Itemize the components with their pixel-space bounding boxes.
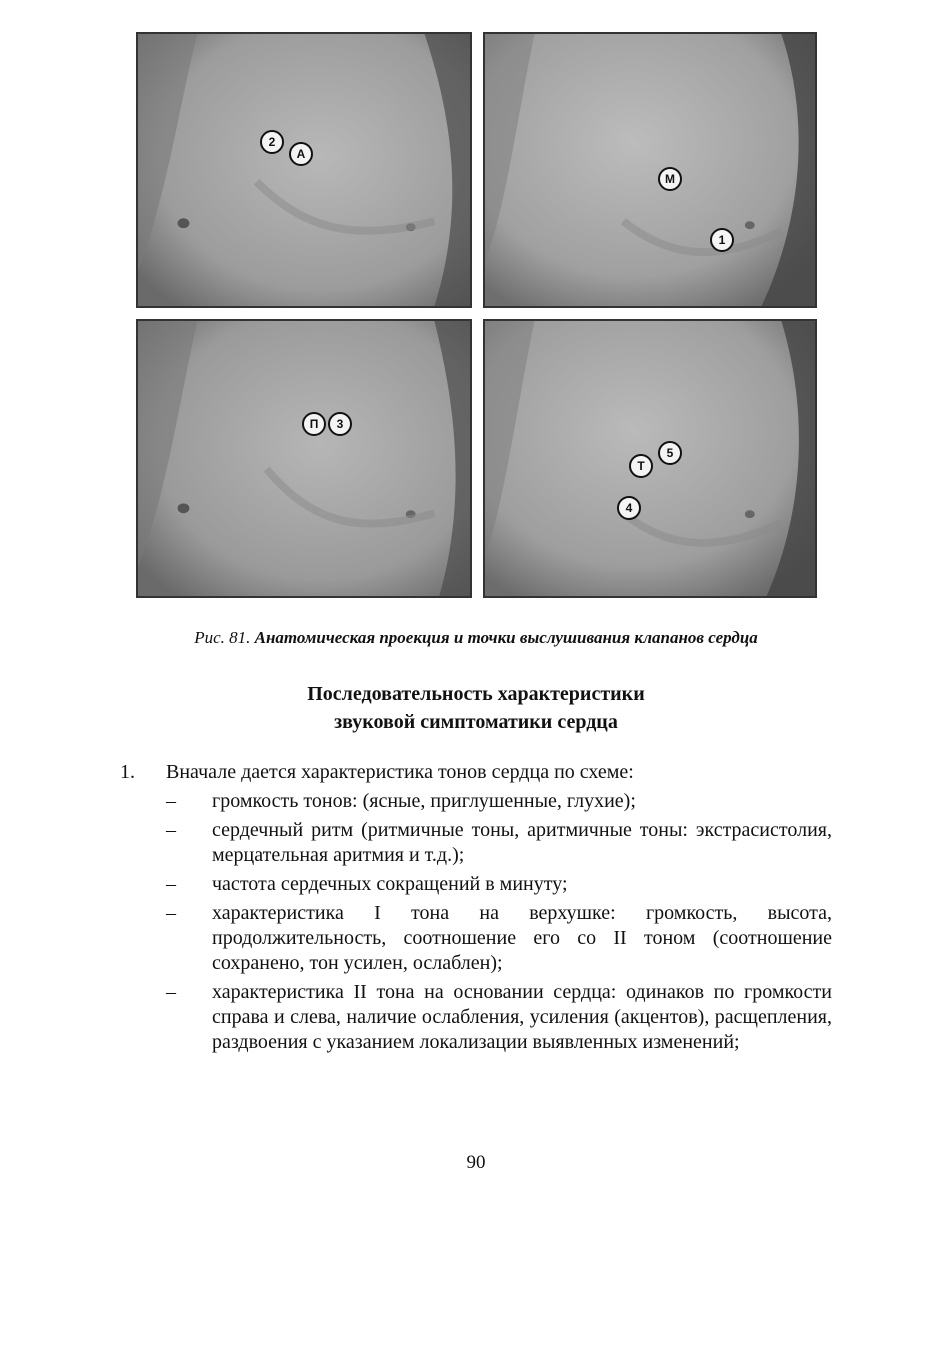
- dash-mark: –: [166, 981, 176, 1003]
- dash-mark: –: [166, 790, 176, 812]
- marker-4: 4: [617, 496, 641, 520]
- marker-3: 3: [328, 412, 352, 436]
- figure-heart-auscultation: [136, 32, 817, 598]
- list-item-number: 1.: [120, 761, 135, 783]
- dash-item-text: громкость тонов: (ясные, приглушенные, глухие);: [212, 790, 636, 812]
- marker-M: M: [658, 167, 682, 191]
- section-heading: [0, 680, 952, 736]
- figure-caption: [0, 628, 952, 648]
- dash-item: [120, 818, 832, 868]
- marker-2: 2: [260, 130, 284, 154]
- torso-photo: [485, 34, 815, 306]
- dash-item: [120, 789, 832, 814]
- torso-photo: [138, 34, 470, 306]
- dash-item: [120, 901, 832, 976]
- dash-item: [120, 980, 832, 1055]
- marker-A: A: [289, 142, 313, 166]
- dash-item-text: частота сердечных сокращений в минуту;: [212, 873, 568, 895]
- list-body: [120, 760, 832, 1055]
- photo-panel-4: [483, 319, 817, 598]
- marker-1: 1: [710, 228, 734, 252]
- heading-line-2: звуковой симптоматики сердца: [334, 711, 618, 733]
- dash-item-text: характеристика II тона на основании сердца: одинаков по громкости справа и слева, наличие ослабления, усиления (акцентов), расщепления, раздвоения с указанием локализации выявленных изменений;: [212, 981, 832, 1053]
- marker-P: П: [302, 412, 326, 436]
- torso-photo: [138, 321, 470, 596]
- dash-item-text: сердечный ритм (ритмичные тоны, аритмичные тоны: экстрасистолия, мерцательная аритмия и т.д.);: [212, 819, 832, 866]
- dash-list: [120, 789, 832, 1055]
- page-number: 90: [466, 1152, 486, 1173]
- photo-panel-3: [136, 319, 472, 598]
- photo-panel-1: [136, 32, 472, 308]
- marker-T: Т: [629, 454, 653, 478]
- dash-mark: –: [166, 873, 176, 895]
- marker-5: 5: [658, 441, 682, 465]
- list-item-intro: Вначале дается характеристика тонов сердца по схеме:: [166, 761, 634, 783]
- heading-line-1: Последовательность характеристики: [307, 683, 645, 705]
- caption-text: Анатомическая проекция и точки выслушивания клапанов сердца: [254, 628, 758, 647]
- dash-item-text: характеристика I тона на верхушке: громкость, высота, продолжительность, соотношение его со II тоном (соотношение сохранено, тон усилен, ослаблен);: [212, 902, 832, 974]
- dash-item: [120, 872, 832, 897]
- list-item: [120, 760, 832, 785]
- dash-mark: –: [166, 902, 176, 924]
- dash-mark: –: [166, 819, 176, 841]
- caption-prefix: Рис. 81.: [194, 628, 251, 647]
- photo-panel-2: [483, 32, 817, 308]
